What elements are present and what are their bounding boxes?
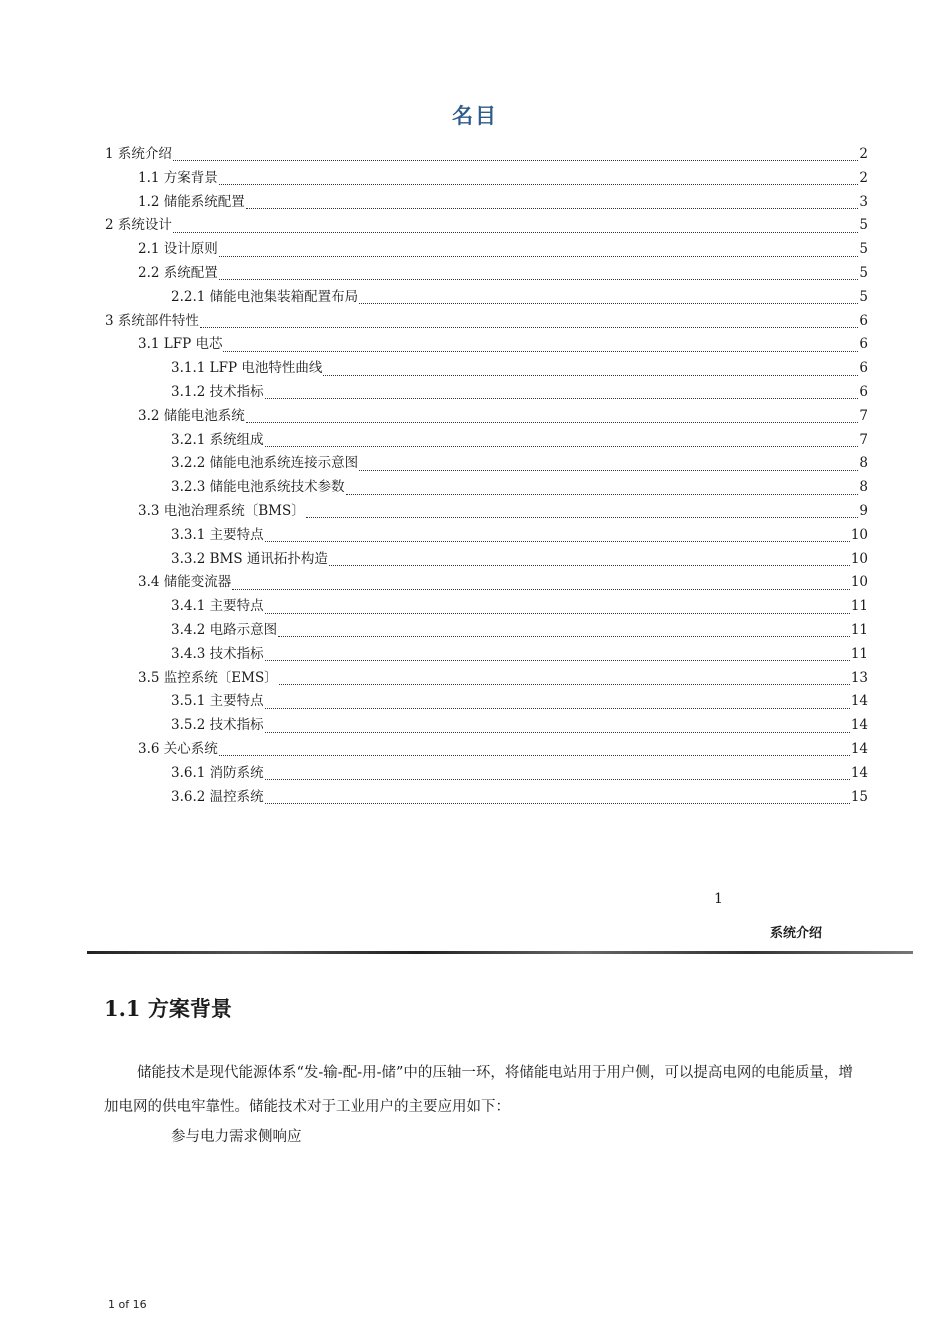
toc-entry[interactable] (105, 310, 868, 334)
toc-entry[interactable] (105, 357, 868, 381)
toc-entry[interactable] (105, 500, 868, 524)
toc-entry[interactable] (105, 167, 868, 191)
list-item: 参与电力需求侧响应 (171, 1129, 302, 1145)
toc-leader-dots (219, 755, 850, 756)
toc-entry-page: 6 (859, 312, 868, 329)
toc-entry[interactable] (105, 333, 868, 357)
toc-entry[interactable] (105, 524, 868, 548)
toc-entry[interactable] (105, 452, 868, 476)
toc-entry-label: 3.2 储能电池系统 (138, 407, 245, 424)
toc-title: 名目 (452, 103, 498, 128)
toc-entry-page: 11 (850, 645, 868, 662)
toc-entry-label: 1.2 储能系统配置 (138, 193, 245, 210)
page-number: 1 (714, 891, 723, 907)
running-header: 系统介绍 (770, 926, 823, 941)
toc-entry-label: 1.1 方案背景 (138, 169, 218, 186)
toc-entry-label: 3.2.1 系统组成 (171, 431, 264, 448)
toc-entry-label: 3.1.1 LFP 电池特性曲线 (171, 360, 323, 377)
toc-leader-dots (219, 279, 859, 280)
toc-entry-page: 6 (859, 360, 868, 377)
toc-entry-label: 3.6.2 温控系统 (171, 788, 264, 805)
toc-entry[interactable] (105, 405, 868, 429)
toc-leader-dots (265, 398, 859, 399)
toc-entry-page: 11 (850, 621, 868, 638)
toc-leader-dots (265, 613, 850, 614)
toc-leader-dots (278, 636, 850, 637)
toc-leader-dots (200, 327, 859, 328)
toc-entry[interactable] (105, 667, 868, 691)
toc-leader-dots (219, 184, 859, 185)
toc-entry-label: 3.5 监控系统〔EMS〕 (138, 669, 278, 686)
header-rule (87, 951, 913, 954)
toc-entry-label: 3.4 储能变流器 (138, 574, 232, 591)
toc-entry-page: 7 (859, 407, 868, 424)
toc-entry-label: 1 系统介绍 (105, 146, 172, 162)
toc-entry-page: 10 (850, 550, 868, 567)
toc-entry[interactable] (105, 714, 868, 738)
toc-entry-label: 3.3.1 主要特点 (171, 526, 264, 543)
toc-entry-label: 3.2.3 储能电池系统技术参数 (171, 479, 345, 496)
toc-entry-page: 14 (850, 740, 868, 757)
toc-entry-page: 13 (850, 669, 868, 686)
toc-entry-page: 2 (859, 146, 868, 162)
toc-entry-label: 3.4.2 电路示意图 (171, 621, 278, 638)
toc-leader-dots (323, 375, 858, 376)
toc-entry[interactable] (105, 143, 868, 167)
toc-leader-dots (346, 494, 859, 495)
toc-leader-dots (265, 779, 850, 780)
toc-entry[interactable] (105, 690, 868, 714)
toc-entry[interactable] (105, 619, 868, 643)
page-footer: 1 of 16 (108, 1298, 147, 1311)
toc-leader-dots (232, 589, 850, 590)
toc-entry[interactable] (105, 571, 868, 595)
toc-entry-label: 2.1 设计原则 (138, 241, 218, 258)
toc-entry-page: 14 (850, 764, 868, 781)
toc-leader-dots (246, 208, 859, 209)
toc-leader-dots (279, 684, 850, 685)
toc-entry[interactable] (105, 738, 868, 762)
toc-entry-label: 3.4.3 技术指标 (171, 645, 264, 662)
toc-entry-label: 2 系统设计 (105, 217, 172, 234)
toc-entry-page: 6 (859, 383, 868, 400)
toc-entry-label: 2.2.1 储能电池集装箱配置布局 (171, 288, 359, 305)
toc-leader-dots (265, 660, 850, 661)
toc-entry[interactable] (105, 548, 868, 572)
toc-entry-page: 10 (850, 574, 868, 591)
toc-entry-page: 11 (850, 598, 868, 615)
toc-leader-dots (329, 565, 850, 566)
toc-entry-label: 3.5.1 主要特点 (171, 693, 264, 710)
toc-entry[interactable] (105, 595, 868, 619)
toc-entry[interactable] (105, 214, 868, 238)
toc-entry-label: 2.2 系统配置 (138, 264, 218, 281)
toc-entry-label: 3.4.1 主要特点 (171, 598, 264, 615)
toc-leader-dots (219, 256, 859, 257)
toc-leader-dots (359, 303, 858, 304)
toc-entry-label: 3.6 关心系统 (138, 740, 218, 757)
toc-entry[interactable] (105, 786, 868, 810)
toc-entry-label: 3.5.2 技术指标 (171, 717, 264, 734)
toc-entry-label: 3 系统部件特性 (105, 312, 199, 329)
toc-entry-page: 7 (859, 431, 868, 448)
toc-entry-page: 8 (859, 479, 868, 496)
toc-entry-page: 15 (850, 788, 868, 805)
toc-entry-page: 5 (859, 288, 868, 305)
toc-leader-dots (173, 232, 859, 233)
toc-entry-page: 8 (859, 455, 868, 472)
toc-entry-page: 2 (859, 169, 868, 186)
toc-entry[interactable] (105, 286, 868, 310)
toc-leader-dots (265, 803, 850, 804)
toc-entry[interactable] (105, 643, 868, 667)
toc-leader-dots (359, 470, 858, 471)
toc-entry[interactable] (105, 476, 868, 500)
toc-entry[interactable] (105, 429, 868, 453)
toc-leader-dots (246, 422, 859, 423)
toc-entry[interactable] (105, 762, 868, 786)
toc-leader-dots (223, 351, 858, 352)
toc-entry-page: 14 (850, 717, 868, 734)
toc-entry-page: 10 (850, 526, 868, 543)
toc-entry-page: 6 (859, 336, 868, 353)
toc-entry-page: 9 (859, 502, 868, 519)
toc-entry-page: 14 (850, 693, 868, 710)
section-heading: 1.1 方案背景 (104, 996, 232, 1021)
body-paragraph: 储能技术是现代能源体系“发-输-配-用-储”中的压轴一环，将储能电站用于用户侧，可以提高电网的电能质量，增加电网的供电牢靠性。储能技术对于工业用户的主要应用如下： (104, 1065, 853, 1115)
toc-leader-dots (265, 541, 850, 542)
toc-entry[interactable] (105, 191, 868, 215)
toc-leader-dots (265, 732, 850, 733)
toc-entry-page: 5 (859, 241, 868, 258)
toc-entry-label: 3.3.2 BMS 通讯拓扑构造 (171, 550, 328, 567)
toc-entry[interactable] (105, 238, 868, 262)
toc-entry-label: 3.6.1 消防系统 (171, 764, 264, 781)
toc-entry-label: 3.3 电池治理系统〔BMS〕 (138, 502, 305, 519)
toc-entry[interactable] (105, 262, 868, 286)
toc-leader-dots (265, 708, 850, 709)
toc-entry-page: 5 (859, 217, 868, 234)
toc-entry-label: 3.1.2 技术指标 (171, 383, 264, 400)
toc-leader-dots (265, 446, 859, 447)
toc-entry-label: 3.1 LFP 电芯 (138, 336, 223, 353)
table-of-contents (105, 143, 868, 809)
toc-leader-dots (306, 517, 859, 518)
toc-entry-page: 3 (859, 193, 868, 210)
toc-entry[interactable] (105, 381, 868, 405)
toc-entry-page: 5 (859, 264, 868, 281)
toc-leader-dots (173, 160, 859, 161)
toc-entry-label: 3.2.2 储能电池系统连接示意图 (171, 455, 359, 472)
